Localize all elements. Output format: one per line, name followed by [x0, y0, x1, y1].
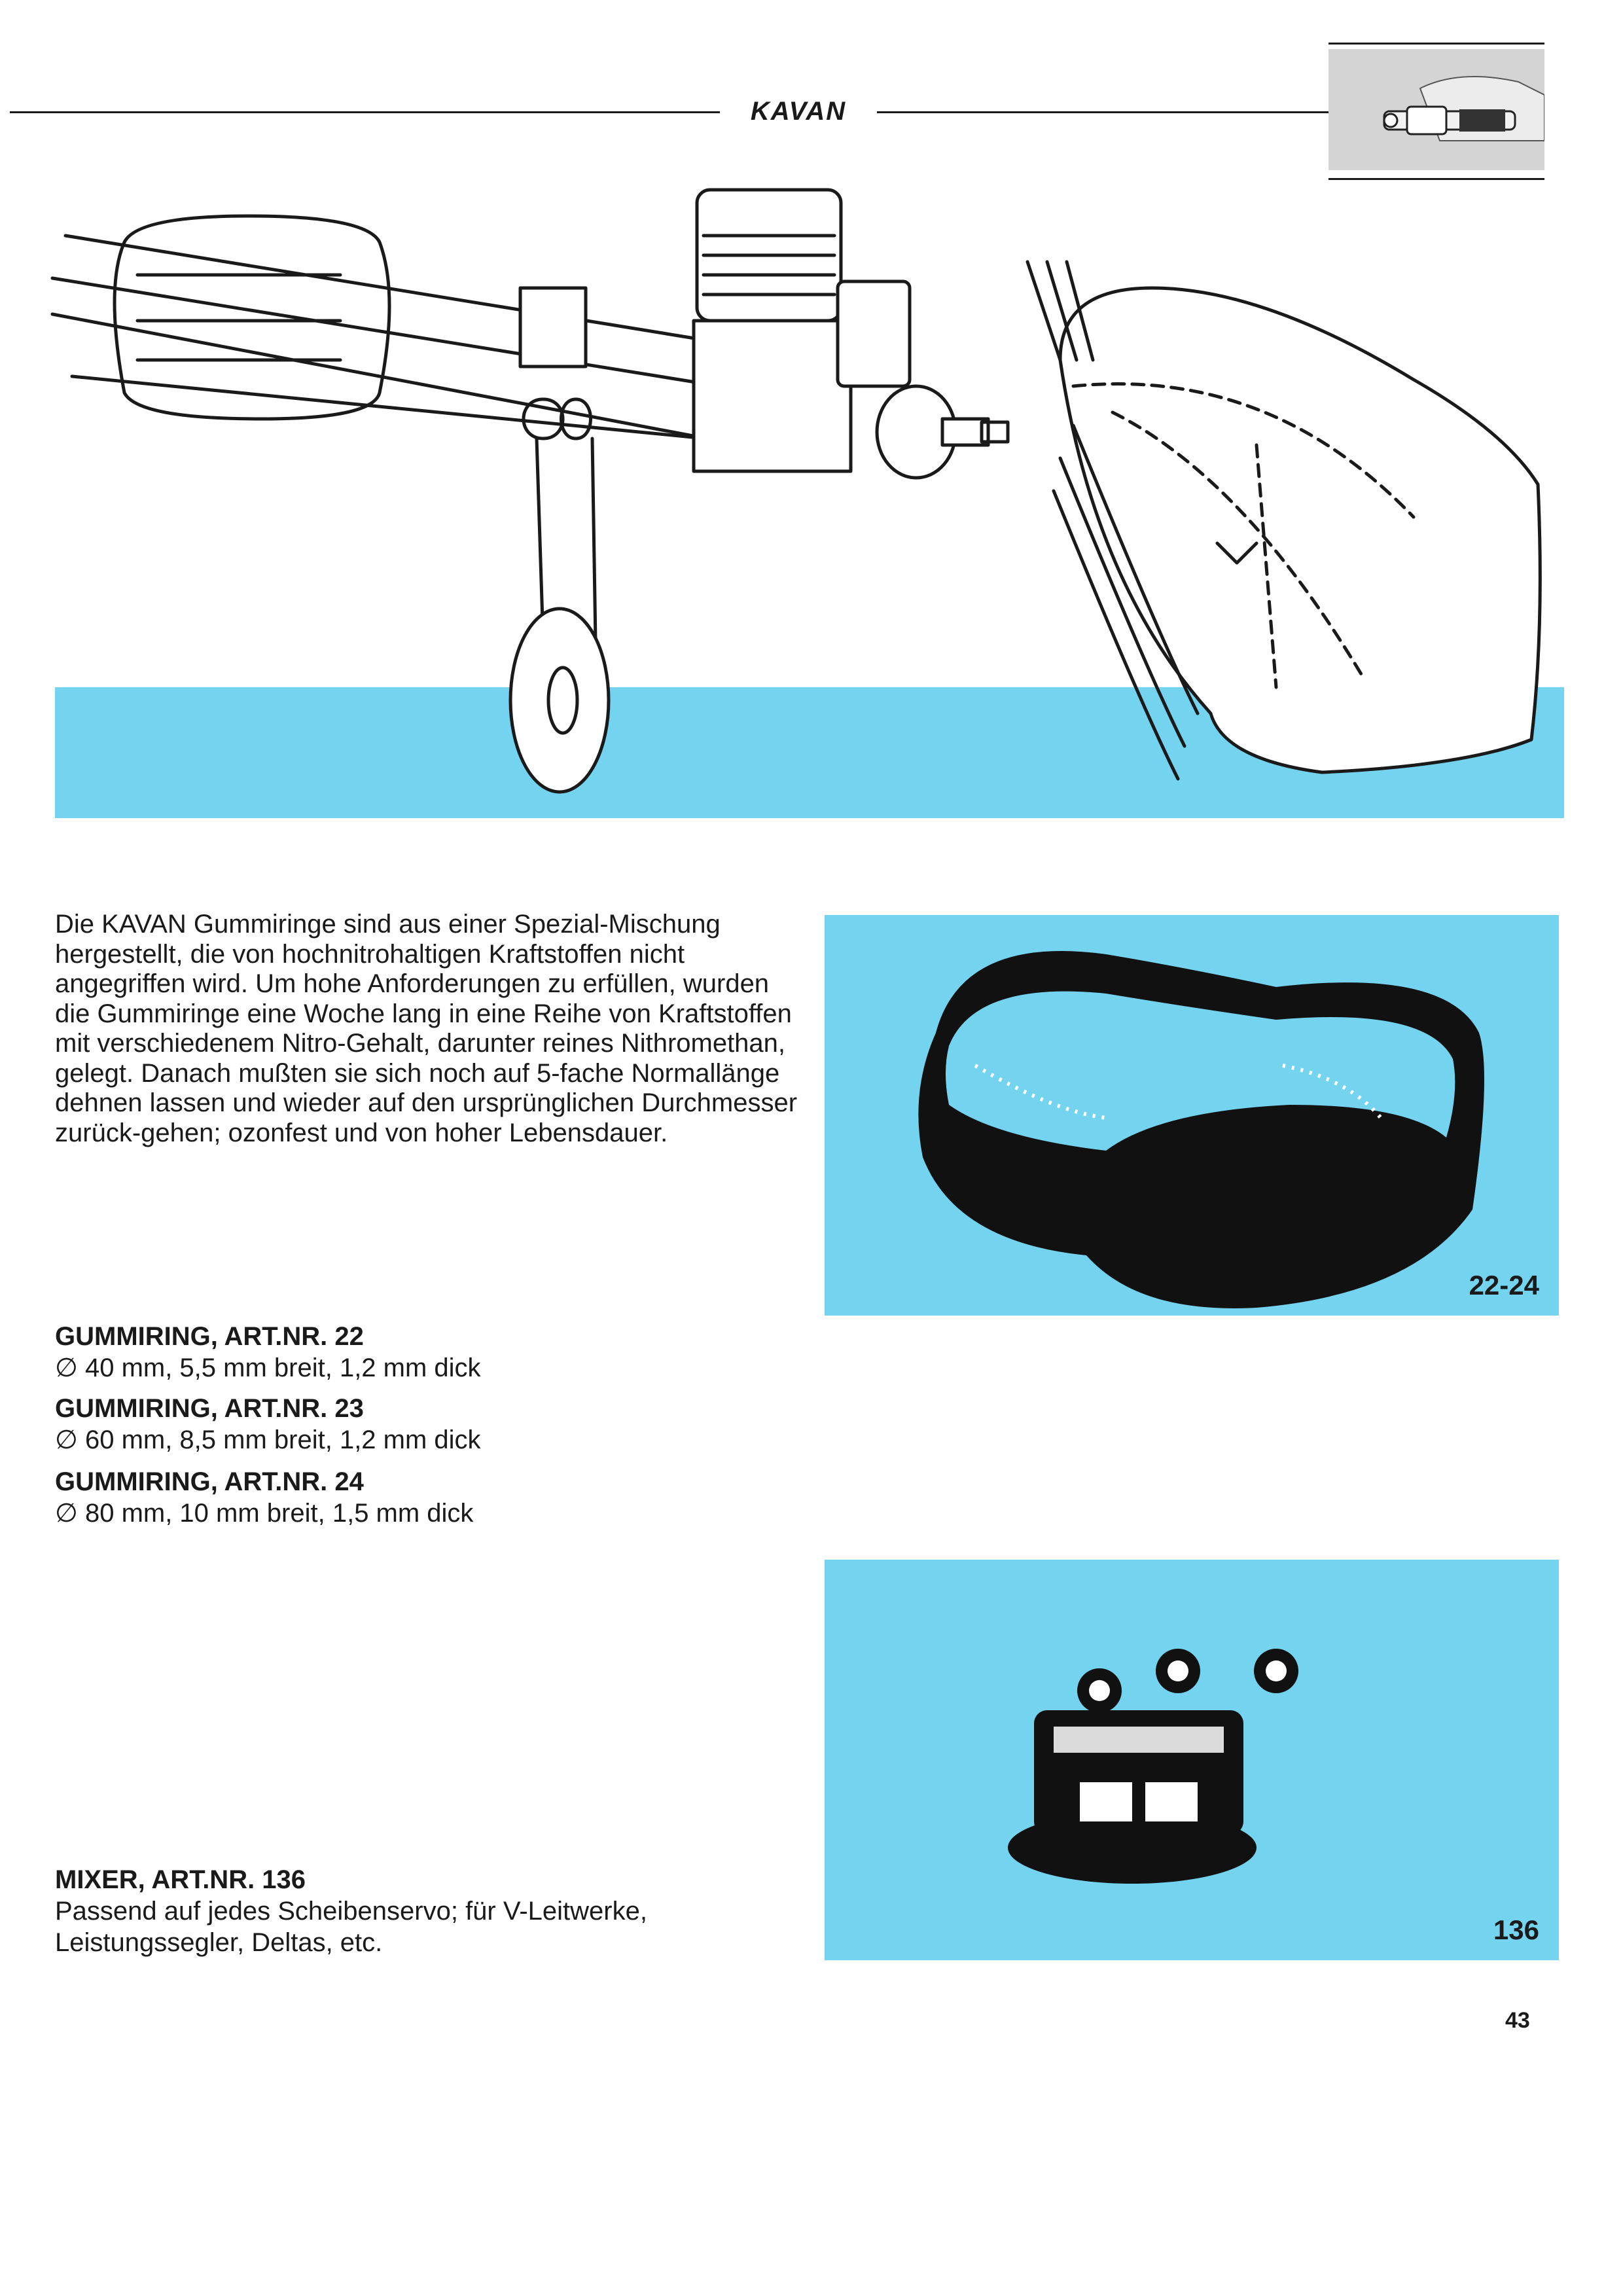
header-rule-right [874, 111, 1332, 113]
product-24 [55, 1466, 775, 1529]
product-desc: ∅ 40 mm, 5,5 mm breit, 1,2 mm dick [55, 1354, 481, 1382]
rubber-ring-icon [825, 915, 1559, 1316]
mixer-description [55, 1864, 808, 1958]
product-22 [55, 1321, 775, 1384]
product-desc: ∅ 80 mm, 10 mm breit, 1,5 mm dick [55, 1499, 474, 1528]
mixer-image-panel [825, 1560, 1559, 1960]
page-number: 43 [1505, 2008, 1530, 2033]
product-title: GUMMIRING, ART.NR. 23 [55, 1394, 364, 1423]
mixer-desc: Passend auf jedes Scheibenservo; für V-Leitwerke, Leistungssegler, Deltas, etc. [55, 1897, 647, 1957]
mixer-icon [825, 1560, 1559, 1960]
engine-fuel-tank-illustration [0, 151, 1623, 818]
ring-panel-label: 22-24 [1469, 1270, 1539, 1300]
brand-logo: KAVAN [720, 92, 877, 131]
thumb-rule-top [1329, 43, 1544, 45]
intro-paragraph: Die KAVAN Gummiringe sind aus einer Spezial-Mischung hergestellt, die von hochnitrohaltigen Kraftstoffen nicht angegriffen wird. Um hohe Anforderungen zu erfüllen, wurden die Gummiringe eine Woche lang in eine Reihe von Kraftstoffen mit verschiedenem Nitro-Gehalt, darunter reines Nithromethan, gelegt. Danach mußten sie sich noch auf 5-fache Normallänge dehnen lassen und wieder auf den ursprünglichen Durchmesser zurück-gehen; ozonfest und von hoher Lebensdauer. [55, 910, 798, 1147]
product-title: GUMMIRING, ART.NR. 24 [55, 1467, 364, 1496]
product-title: GUMMIRING, ART.NR. 22 [55, 1322, 364, 1351]
product-desc: ∅ 60 mm, 8,5 mm breit, 1,2 mm dick [55, 1426, 481, 1454]
header-rule-left [10, 111, 723, 113]
engine-crankcase-icon [694, 321, 851, 471]
gear-mount-icon [520, 288, 586, 367]
fuel-tank-left-icon [115, 216, 389, 419]
mixer-title: MIXER, ART.NR. 136 [55, 1865, 306, 1894]
product-23 [55, 1393, 775, 1456]
mixer-panel-label: 136 [1493, 1914, 1539, 1945]
ring-image-panel [825, 915, 1559, 1316]
